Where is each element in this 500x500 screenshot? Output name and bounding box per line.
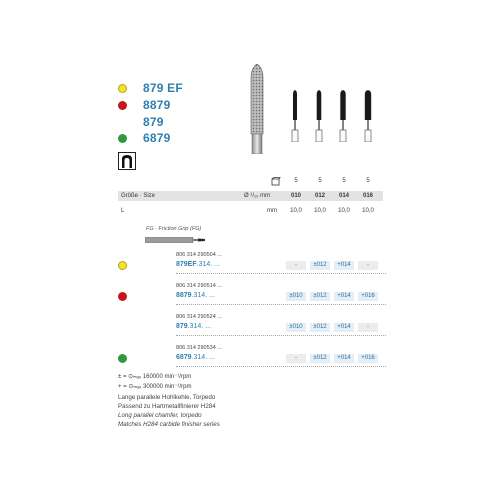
variant-6879-014: +014 [334,354,354,363]
product-dot-yellow [118,84,127,93]
variant-879ef-010: - [286,261,306,270]
product-title-879ef: 879 EF [143,81,183,95]
variant-6879-016: +016 [358,354,378,363]
description-en-line2: Matches H284 carbide finisher series [118,421,220,428]
product-dot-red [118,101,127,110]
size-unit: Ø ¹/₁₀ mm [244,193,271,199]
separator-line [176,304,386,305]
pack-qty-012: 5 [318,178,322,184]
length-010: 10,0 [290,208,302,214]
variant-879-012: ±012 [310,323,330,332]
variant-name-6879: 6879.314. ... [176,354,215,361]
size-014: 014 [338,193,349,199]
pack-qty-016: 5 [366,178,370,184]
small-bur-012 [314,90,324,142]
package-icon [271,177,281,186]
description-de-line2: Passend zu Hartmetallfinierer H284 [118,403,216,410]
pack-qty-014: 5 [342,178,346,184]
pack-qty-010: 5 [294,178,298,184]
variant-name-879ef: 879EF.314. ... [176,261,220,268]
separator-line [176,335,386,336]
speed-legend-300000: + = ⊙ₘₐₓ 300000 min⁻¹/rpm [118,384,192,390]
variant-dot-yellow [118,261,127,270]
size-010: 010 [290,193,301,199]
length-014: 10,0 [338,208,350,214]
variant-code-8879: 806 314 290514 ... [176,283,222,289]
small-bur-016 [362,90,374,142]
size-016: 016 [362,193,373,199]
variant-8879-014: +014 [334,292,354,301]
separator-line [176,273,386,274]
variant-879ef-012: ±012 [310,261,330,270]
variant-879-016: - [358,323,378,332]
small-bur-014 [338,90,348,142]
variant-dot-red [118,292,127,301]
variant-code-879ef: 806 314 290504 ... [176,252,222,258]
size-label: Größe · Size [121,193,156,199]
variant-879ef-016: - [358,261,378,270]
variant-879ef-014: +014 [334,261,354,270]
speed-legend-160000: ± = ⊙ₘₐₓ 160000 min⁻¹/rpm [118,374,192,380]
variant-879-010: ±010 [286,323,306,332]
length-016: 10,0 [362,208,374,214]
product-title-8879: 8879 [143,98,171,112]
large-bur-image [246,64,268,154]
small-bur-010 [290,90,300,142]
length-label: L [121,208,125,214]
variant-code-879: 806 314 290524 ... [176,314,222,320]
size-012: 012 [314,193,325,199]
length-012: 10,0 [314,208,326,214]
separator-line [176,366,386,367]
fg-shank-image [145,236,207,244]
description-en-line1: Long parallel chamfer, torpedo [118,412,202,419]
variant-8879-012: ±012 [310,292,330,301]
torpedo-shape-icon [118,152,136,170]
variant-6879-012: ±012 [310,354,330,363]
variant-879-014: +014 [334,323,354,332]
variant-name-8879: 8879.314. ... [176,292,215,299]
variant-8879-016: +016 [358,292,378,301]
variant-8879-010: ±010 [286,292,306,301]
description-de-line1: Lange parallele Hohlkehle, Torpedo [118,394,216,401]
product-title-879: 879 [143,115,164,129]
shank-label: FG · Friction Grip (FG) [146,226,202,232]
product-dot-green [118,134,127,143]
variant-name-879: 879.314. ... [176,323,212,330]
variant-6879-010: - [286,354,306,363]
length-unit: mm [267,208,277,214]
variant-dot-green [118,354,127,363]
variant-code-6879: 806 314 290534 ... [176,345,222,351]
product-title-6879: 6879 [143,131,171,145]
